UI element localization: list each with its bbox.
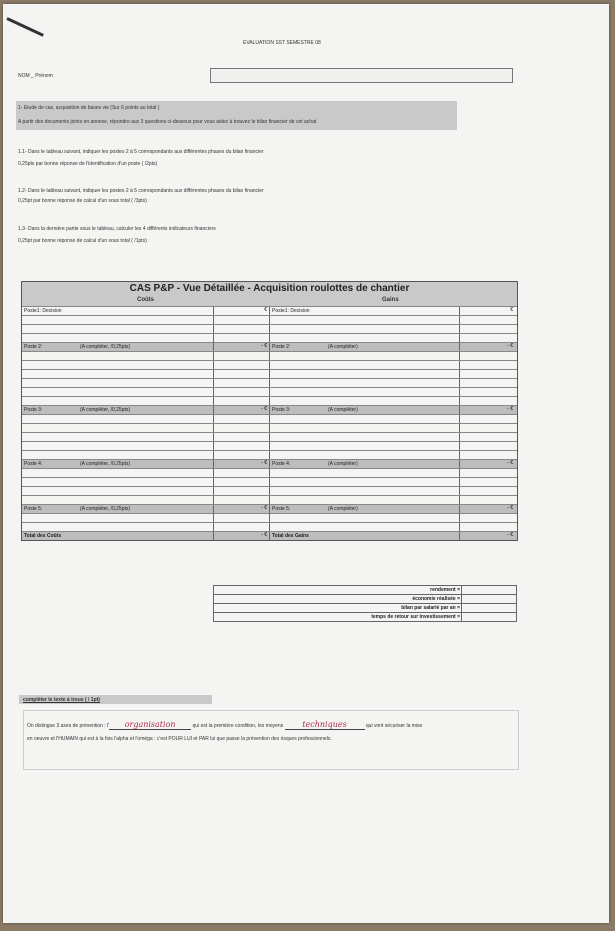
indicator-row-temps[interactable] [214,612,516,621]
table-row[interactable] [22,315,517,324]
table-row-poste1 [22,306,517,315]
poste4-gain-label: Poste 4: [272,461,291,467]
question-1-1: 1.1- Dans le tableau suivant, indiquer les postes 2 à 5 correspondants aux différentes phases du bilan financier [18,149,264,155]
poste5-cost-note: (A compléter, /0,25pts) [80,506,131,512]
gains-header: Gains [382,297,399,303]
total-gains-label: Total des Gains [272,533,309,539]
table-row-totals [22,531,517,540]
table-row[interactable] [22,351,517,360]
indicator-row-bilan[interactable] [214,603,516,612]
poste4-gain-note: (A compléter) [328,461,358,467]
table-row[interactable] [22,324,517,333]
rendement-label: rendement = [430,587,460,593]
economie-label: économie réalisée = [412,596,460,602]
poste2-gain-label: Poste 2: [272,344,291,350]
euro-sign: - € [507,343,513,349]
bilan-label: bilan par salarié par an = [401,605,460,611]
table-row[interactable] [22,432,517,441]
section1-intro: A partir des documents joints en annexe, répondre aux 3 questions ci-dessous pour vous aidez à trouvez le bilan financier de cet achat [18,119,317,125]
poste3-gain-label: Poste 3: [272,407,291,413]
euro-sign: - € [261,532,267,538]
table-row[interactable] [22,441,517,450]
euro-sign: - € [261,406,267,412]
exam-sheet [3,4,609,923]
table-row[interactable] [22,486,517,495]
poste3-cost-note: (A compléter, /0,25pts) [80,407,131,413]
poste5-cost-label: Poste 5: [24,506,43,512]
euro-sign: - € [261,460,267,466]
euro-sign: € [264,307,267,313]
costs-header: Coûts [137,297,154,303]
indicator-row-economie[interactable] [214,594,516,603]
staple-mark [6,17,44,37]
euro-sign: - € [507,406,513,412]
table-row[interactable] [22,522,517,531]
fill-in-text-c: qui vont sécuriser la mise [365,723,423,729]
poste1-cost-label: Poste1: Decision [24,308,62,314]
table-row[interactable] [22,333,517,342]
fill-in-line-2: en oeuvre et l'HUMAIN qui est à la fois l'alpha et l'oméga : c'est POUR LUI et PAR lui que passe la prévention des risques professionnels. [27,736,332,742]
poste4-cost-note: (A compléter, /0,25pts) [80,461,131,467]
euro-sign: - € [261,343,267,349]
section1-title: 1- Etude de cas, acquisition de bases vie (Sur 6 points au total ) [18,105,160,111]
question-1-2-points: 0,25pt par bonne réponse de calcul d'un sous total ( /3pts) [18,198,147,204]
poste2-cost-label: Poste 2: [24,344,43,350]
table-row[interactable] [22,360,517,369]
euro-sign: - € [507,532,513,538]
temps-retour-label: temps de retour sur investissement = [371,614,460,620]
section2-title: compléter le texte à trous ( / 1pt) [23,697,100,703]
poste3-cost-label: Poste 3: [24,407,43,413]
table-row[interactable] [22,513,517,522]
euro-sign: - € [507,505,513,511]
table-row[interactable] [22,396,517,405]
question-1-3-points: 0,25pt par bonne réponse de calcul d'un sous total ( /1pts) [18,238,147,244]
poste3-gain-note: (A compléter) [328,407,358,413]
page-title: EVALUATION SST SEMESTRE 08 [243,40,321,46]
table-subheader [22,296,517,306]
question-1-3: 1.3- Dans la dernière partie sous le tableau, calculer les 4 différents indicateurs financiers [18,226,216,232]
table-row[interactable] [22,378,517,387]
answer-techniques[interactable]: techniques [285,720,365,730]
euro-sign: - € [261,505,267,511]
table-row-poste2 [22,342,517,351]
table-row[interactable] [22,477,517,486]
total-costs-label: Total des Coûts [24,533,62,539]
indicator-row-rendement[interactable] [214,586,516,594]
question-1-2: 1.2- Dans le tableau suivant, indiquer les postes 2 à 5 correspondants aux différentes phases du bilan financier [18,188,264,194]
poste4-cost-label: Poste 4: [24,461,43,467]
table-row[interactable] [22,414,517,423]
fill-in-line-1 [27,720,422,730]
poste2-cost-note: (A compléter, /0,25pts) [80,344,131,350]
question-1-1-points: 0,25pts par bonne réponse de l'identification d'un poste ( /2pts) [18,161,158,167]
table-row-poste5 [22,504,517,513]
table-row[interactable] [22,423,517,432]
table-row[interactable] [22,369,517,378]
indicators-table [213,585,517,622]
cost-gain-table [21,281,518,541]
fill-in-text-a: On distingue 3 axes de prévention : l' [27,723,110,729]
table-row[interactable] [22,450,517,459]
name-field[interactable] [210,68,513,83]
euro-sign: - € [507,460,513,466]
table-row-poste3 [22,405,517,414]
name-label: NOM _ Prénom [18,73,53,79]
fill-in-text-b: qui est la première condition, les moyens [192,723,284,729]
euro-sign: € [510,307,513,313]
poste5-gain-note: (A compléter) [328,506,358,512]
poste1-gain-label: Poste1: Decision [272,308,310,314]
table-row[interactable] [22,495,517,504]
table-row[interactable] [22,387,517,396]
table-row[interactable] [22,468,517,477]
table-row-poste4 [22,459,517,468]
poste5-gain-label: Poste 5: [272,506,291,512]
poste2-gain-note: (A compléter) [328,344,358,350]
table-title: CAS P&P - Vue Détaillée - Acquisition roulottes de chantier [22,282,517,296]
answer-organisation[interactable]: organisation [109,720,191,730]
